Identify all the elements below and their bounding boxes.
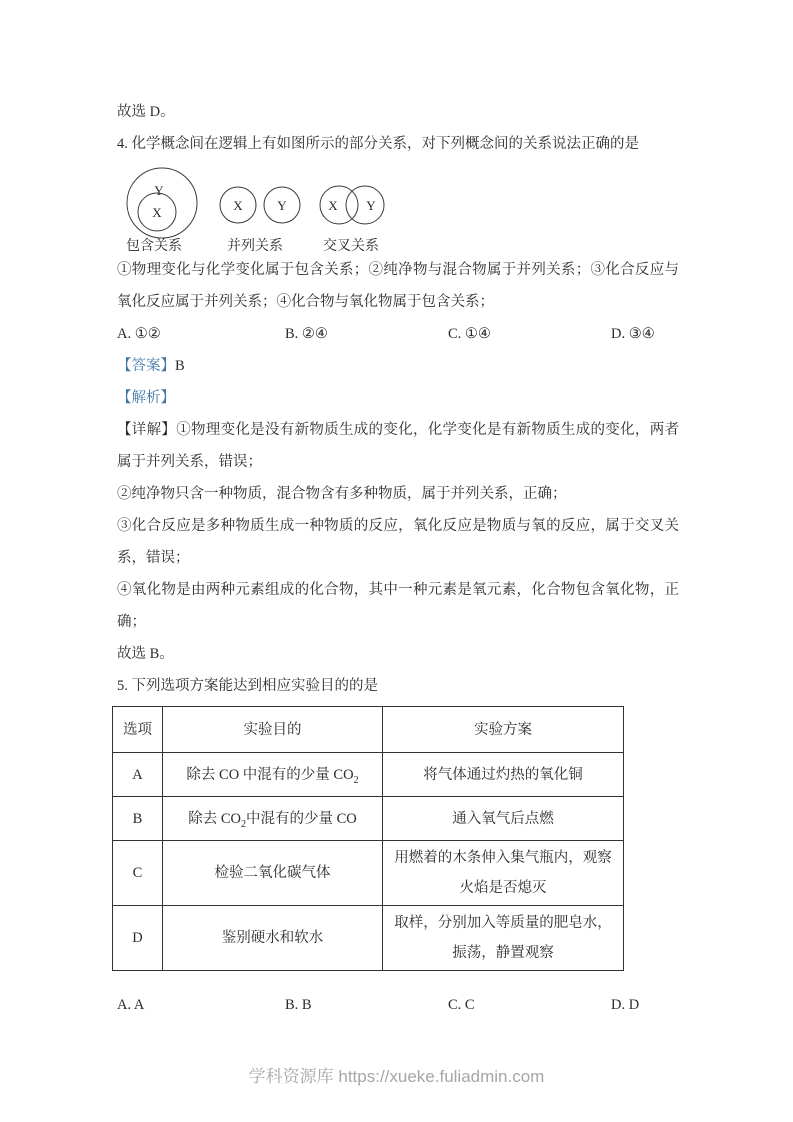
detail-paragraph-4: ④氧化物是由两种元素组成的化合物，其中一种元素是氧元素，化合物包含氧化物，正确； xyxy=(117,582,679,630)
q4-option-c: C. ①④ xyxy=(448,326,491,342)
q5-row-a-purpose: 除去 CO 中混有的少量 $CO_2$ xyxy=(163,753,383,797)
venn-diagram xyxy=(119,162,679,254)
venn-parallel-label: 并列关系 xyxy=(227,239,283,254)
venn-diagram-svg xyxy=(119,162,409,254)
venn-contain-label: 包含关系 xyxy=(126,239,182,254)
q5-row-c-option: C xyxy=(113,841,163,906)
venn-contain-letter-y: Y xyxy=(154,183,164,198)
analysis-line xyxy=(117,382,679,414)
footer-watermark: 学科资源库 https://xueke.fuliadmin.com xyxy=(248,1067,545,1086)
venn-cross-letter-y: Y xyxy=(366,198,376,213)
q5-row-b-purpose: 除去 $CO_2$中混有的少量 CO xyxy=(163,797,383,841)
q4-option-d: D. ③④ xyxy=(611,326,655,342)
q5-row-d-purpose: 鉴别硬水和软水 xyxy=(163,906,383,971)
q5-table-row-d xyxy=(113,906,624,971)
q5-option-c: C. C xyxy=(448,997,475,1013)
detail-paragraph-1: 【详解】①物理变化是没有新物质生成的变化，化学变化是有新物质生成的变化，两者属于并列关系，错误； xyxy=(117,422,679,470)
q5-stem: 5. 下列选项方案能达到相应实验目的的是 xyxy=(117,678,378,694)
q5-row-b-plan: 通入氧气后点燃 xyxy=(383,797,624,841)
q5-header-purpose: 实验目的 xyxy=(163,707,383,753)
document-content xyxy=(117,96,679,1021)
q5-table-row-a xyxy=(113,753,624,797)
q4-statements: ①物理变化与化学变化属于包含关系；②纯净物与混合物属于并列关系；③化合反应与氧化反应属于并列关系；④化合物与氧化物属于包含关系； xyxy=(117,262,679,310)
q5-table xyxy=(112,706,624,971)
venn-cross-circle-x xyxy=(320,186,358,224)
q5-options xyxy=(117,989,679,1021)
answer-value: B xyxy=(175,358,185,374)
venn-cross-label: 交叉关系 xyxy=(323,239,379,254)
q5-table-row-c xyxy=(113,841,624,906)
detail-paragraph-2: ②纯净物只含一种物质，混合物含有多种物质，属于并列关系，正确； xyxy=(117,486,567,502)
detail-paragraph-3: ③化合反应是多种物质生成一种物质的反应，氧化反应是物质与氧的反应，属于交叉关系，错误； xyxy=(117,518,679,566)
formula-subscript: 2 xyxy=(241,818,246,830)
q5-row-a-option: A xyxy=(113,753,163,797)
q5-table-row-b xyxy=(113,797,624,841)
detail-conclusion: 故选 B。 xyxy=(117,646,174,662)
prev-answer-line: 故选 D。 xyxy=(117,104,175,120)
q5-row-d-option: D xyxy=(113,906,163,971)
answer-label: 【答案】 xyxy=(117,358,175,374)
answer-line xyxy=(117,350,679,382)
venn-contain-letter-x: X xyxy=(152,205,162,220)
q5-row-a-plan: 将气体通过灼热的氧化铜 xyxy=(383,753,624,797)
q5-header-plan: 实验方案 xyxy=(383,707,624,753)
venn-contain-outer-circle xyxy=(127,168,197,238)
venn-parallel-letter-x: X xyxy=(233,198,243,213)
q5-table-header-row xyxy=(113,707,624,753)
q4-stem: 4. 化学概念间在逻辑上有如图所示的部分关系，对下列概念间的关系说法正确的是 xyxy=(117,136,639,152)
q5-option-d: D. D xyxy=(611,997,640,1013)
analysis-label: 【解析】 xyxy=(117,390,175,406)
venn-cross-circle-y xyxy=(346,186,384,224)
q5-option-a: A. A xyxy=(117,997,145,1013)
venn-cross-letter-x: X xyxy=(328,198,338,213)
q5-row-d-plan: 取样，分别加入等质量的肥皂水，振荡，静置观察 xyxy=(383,906,624,971)
q5-header-option: 选项 xyxy=(113,707,163,753)
venn-parallel-letter-y: Y xyxy=(277,198,287,213)
formula-subscript: 2 xyxy=(353,774,359,786)
q4-option-b: B. ②④ xyxy=(285,326,328,342)
q5-row-c-purpose: 检验二氧化碳气体 xyxy=(163,841,383,906)
q5-option-b: B. B xyxy=(285,997,312,1013)
q5-row-b-option: B xyxy=(113,797,163,841)
q4-options xyxy=(117,318,679,350)
q5-row-c-plan: 用燃着的木条伸入集气瓶内，观察火焰是否熄灭 xyxy=(383,841,624,906)
q4-option-a: A. ①② xyxy=(117,326,161,342)
